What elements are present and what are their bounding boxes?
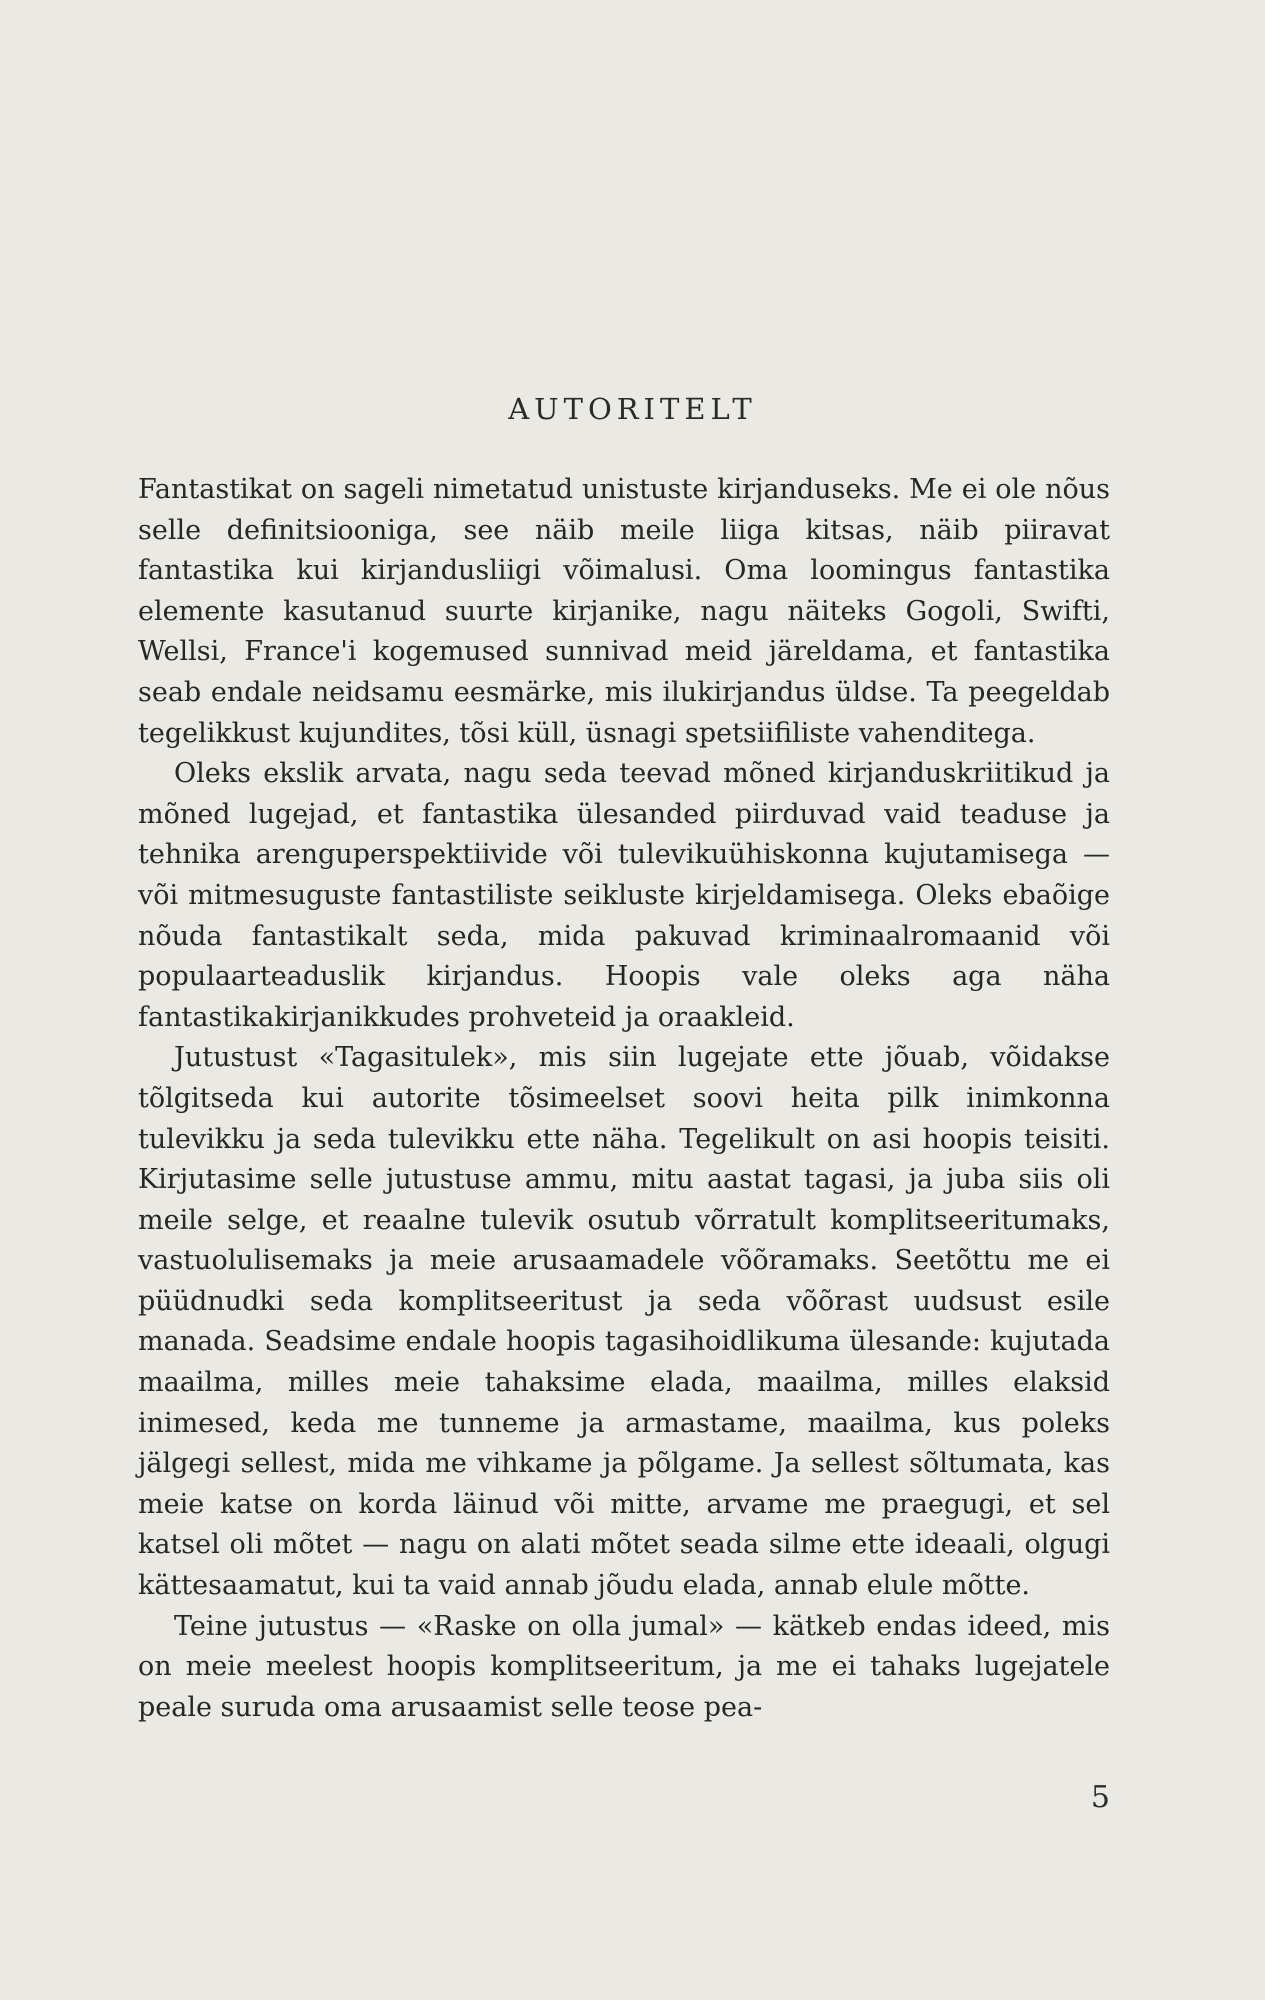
paragraph-2: Oleks ekslik arvata, nagu seda teevad mõned kirjanduskriitikud ja mõned lugejad, et fantastika ülesanded piirduvad vaid teaduse ja tehnika arenguperspektiivide või tulevikuühiskonna kujutamisega — või mitmesuguste fantastiliste seikluste kirjeldamisega. Oleks ebaõige nõuda fantastikalt seda, mida pakuvad kriminaalromaanid või populaarteaduslik kirjandus. Hoopis vale oleks aga näha fantastikakirjanikkudes prohveteid ja oraakleid.: [138, 758, 1110, 1033]
page-title: AUTORITELT: [508, 392, 757, 426]
body-text: [138, 470, 1110, 1728]
page-number: 5: [1090, 1780, 1110, 1815]
paragraph-1: Fantastikat on sageli nimetatud unistuste kirjanduseks. Me ei ole nõus selle definitsiooniga, see näib meile liiga kitsas, näib piiravat fantastika kui kirjandusliigi võimalusi. Oma loomingus fantastika elemente kasutanud suurte kirjanike, nagu näiteks Gogoli, Swifti, Wellsi, France'i kogemused sunnivad meid järeldama, et fantastika seab endale neidsamu eesmärke, mis ilukirjandus üldse. Ta peegeldab tegelikkust kujundites, tõsi küll, üsnagi spetsiifiliste vahenditega.: [138, 474, 1110, 749]
paragraph-3: Jutustust «Tagasitulek», mis siin lugejate ette jõuab, võidakse tõlgitseda kui autorite tõsimeelset soovi heita pilk inimkonna tulevikku ja seda tulevikku ette näha. Tegelikult on asi hoopis teisiti. Kirjutasime selle jutustuse ammu, mitu aastat tagasi, ja juba siis oli meile selge, et reaalne tulevik osutub võrratult komplitseeritumaks, vastuolulisemaks ja meie arusaamadele võõramaks. Seetõttu me ei püüdnudki seda komplitseeritust ja seda võõrast uudsust esile manada. Seadsime endale hoopis tagasihoidlikuma ülesande: kujutada maailma, milles meie tahaksime elada, maailma, milles elaksid inimesed, keda me tunneme ja armastame, maailma, kus poleks jälgegi sellest, mida me vihkame ja põlgame. Ja sellest sõltumata, kas meie katse on korda läinud või mitte, arvame me praegugi, et sel katsel oli mõtet — nagu on alati mõtet seada silme ette ideaali, olgugi kättesaamatut, kui ta vaid annab jõudu elada, annab elule mõtte.: [138, 1042, 1110, 1602]
paragraph-4: Teine jutustus — «Raske on olla jumal» — kätkeb endas ideed, mis on meie meelest hoopis komplitseeritum, ja me ei tahaks lugejatele peale suruda oma arusaamist selle teose pea-: [138, 1610, 1110, 1723]
